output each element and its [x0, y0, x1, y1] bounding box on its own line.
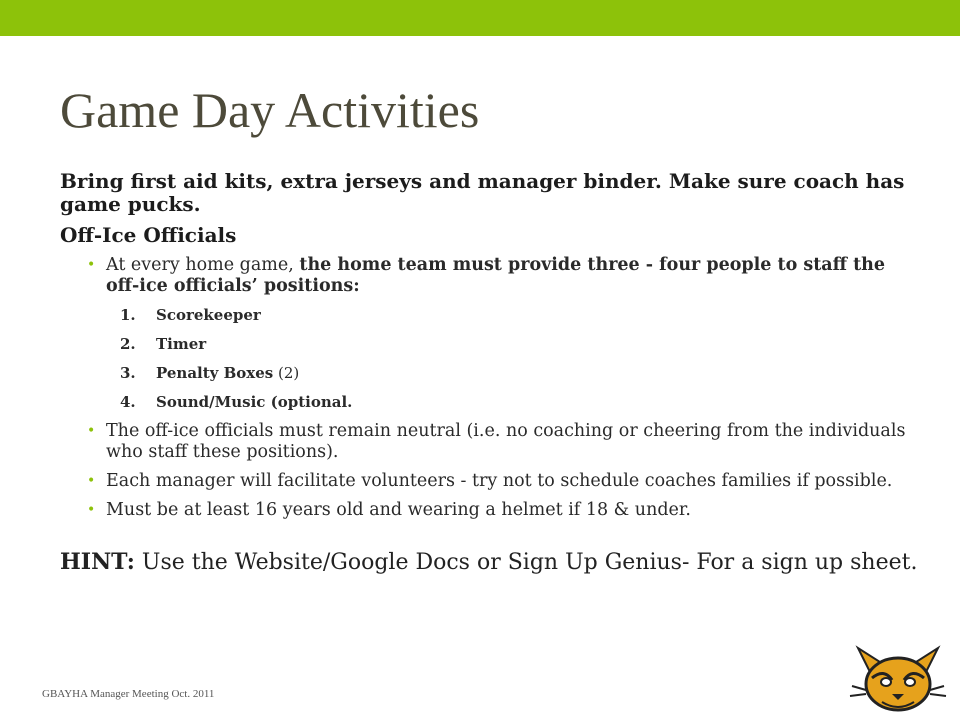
intro-text: Bring first aid kits, extra jerseys and manager binder. Make sure coach has game pucks. [60, 169, 905, 216]
bullet-icon: • [87, 502, 96, 518]
bullet-item: • Each manager will facilitate volunteers - try not to schedule coaches families if possible. [87, 471, 893, 491]
bullet-item: • Must be at least 16 years old and wearing a helmet if 18 & under. [87, 500, 691, 520]
hint-body: Use the Website/Google Docs or Sign Up Genius- For a sign up sheet. [134, 550, 918, 575]
wildcat-logo-icon [848, 642, 948, 716]
position-item: 3. Penalty Boxes (2) [120, 364, 300, 382]
bullet-item: • At every home game, the home team must provide three - four people to staff the off-ice officials’ positions: [87, 255, 886, 296]
position-item: 1. Scorekeeper [120, 306, 261, 324]
bullet-item: • The off-ice officials must remain neutral (i.e. no coaching or cheering from the individuals who staff these positions). [87, 421, 906, 462]
spacer [60, 529, 920, 549]
section-heading: Off-Ice Officials [60, 223, 237, 247]
hint-text [60, 549, 920, 576]
bullet-icon: • [87, 423, 96, 439]
slide-body [60, 170, 920, 576]
position-item: 2. Timer [120, 335, 207, 353]
top-accent-bar [0, 0, 960, 36]
position-item: 4. Sound/Music (optional. [120, 393, 353, 411]
bullet-icon: • [87, 473, 96, 489]
slide-title: Game Day Activities [60, 82, 480, 138]
bullet-icon: • [87, 257, 96, 273]
footer-text: GBAYHA Manager Meeting Oct. 2011 [42, 688, 215, 700]
hint-label: HINT: [60, 549, 135, 575]
